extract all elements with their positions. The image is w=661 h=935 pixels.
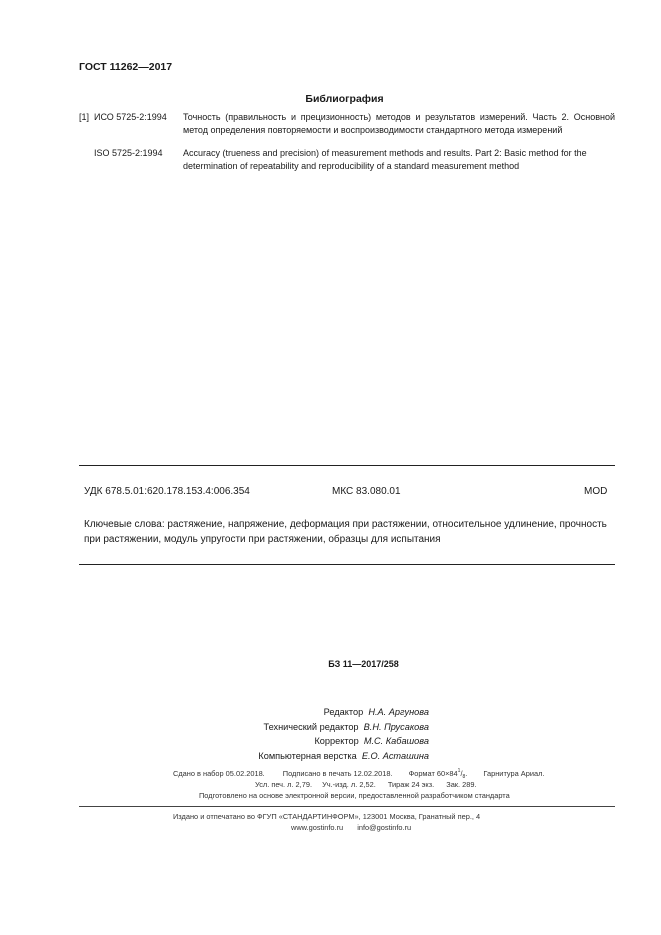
imprint-signed: Подписано в печать 12.02.2018. — [282, 769, 393, 778]
imprint-format: Формат $60\times 84^1/_8$. — [408, 768, 468, 780]
publisher-site-link[interactable]: www.gostinfo.ru — [291, 823, 344, 832]
credit-name: Н.А. Аргунова — [368, 707, 429, 717]
bz-number: БЗ 11—2017/258 — [328, 659, 399, 669]
reference-number: [1] — [79, 112, 90, 122]
imprint-line-2 — [255, 780, 477, 789]
keywords: Ключевые слова: растяжение, напряжение, деформация при растяжении, относительное удлинение, прочность при растяжении, модуль упругости при растяжении, образцы для испытания — [84, 519, 607, 545]
credit-name: В.Н. Прусакова — [363, 721, 429, 732]
credit-role: Редактор — [323, 707, 364, 717]
mod-label: MOD — [584, 486, 608, 497]
top-divider — [79, 465, 615, 466]
imprint-divider — [79, 806, 615, 807]
credit-role: Корректор — [314, 736, 359, 747]
bibliography-title: Библиография — [305, 93, 384, 105]
imprint-print-sheets: Усл. печ. л. 2,79. — [255, 780, 312, 789]
publisher-address: Издано и отпечатано во ФГУП «СТАНДАРТИНФОРМ», 123001 Москва, Гранатный пер., 4 — [173, 812, 481, 821]
bottom-divider — [79, 564, 615, 565]
udk-code: УДК 678.5.01:620.178.153.4:006.354 — [84, 486, 250, 497]
imprint-line-1 — [173, 768, 544, 780]
reference-text-ru: Точность (правильность и прецизионность) методов и результатов измерений. Часть 2. Основной метод определения повторяемости и воспроизводимости стандартного метода измерений — [183, 112, 615, 135]
reference-code-ru: ИСО 5725-2:1994 — [94, 112, 167, 122]
imprint-run: Тираж 24 экз. — [387, 780, 435, 789]
document-code: ГОСТ 11262—2017 — [79, 61, 173, 73]
credit-layout — [258, 749, 429, 764]
credit-name: Е.О. Асташина — [361, 750, 429, 761]
imprint-order: Зак. 289. — [446, 780, 477, 789]
credit-role: Технический редактор — [263, 721, 359, 732]
imprint-prepared: Подготовлено на основе электронной версии, предоставленной разработчиком стандарта — [199, 791, 510, 800]
mks-code: МКС 83.080.01 — [332, 486, 401, 497]
credits — [258, 705, 429, 763]
reference-text-en: Accuracy (trueness and precision) of measurement methods and results. Part 2: Basic method for the determination of repeatability and reproducibility of a standard measurement method — [183, 148, 587, 171]
imprint-typeface: Гарнитура Ариал. — [483, 769, 545, 778]
publisher-email-link[interactable]: info@gostinfo.ru — [357, 823, 412, 832]
credit-editor — [258, 705, 429, 720]
credit-name: М.С. Кабашова — [363, 736, 429, 747]
credit-corrector — [258, 734, 429, 749]
credit-tech-editor — [258, 720, 429, 735]
credit-role: Компьютерная верстка — [258, 750, 357, 761]
imprint-pub-sheets: Уч.-изд. л. 2,52. — [322, 780, 376, 789]
reference-code-en: ISO 5725-2:1994 — [94, 148, 163, 158]
imprint-sent: Сдано в набор 05.02.2018. — [173, 769, 265, 778]
publisher-contacts — [291, 823, 411, 832]
